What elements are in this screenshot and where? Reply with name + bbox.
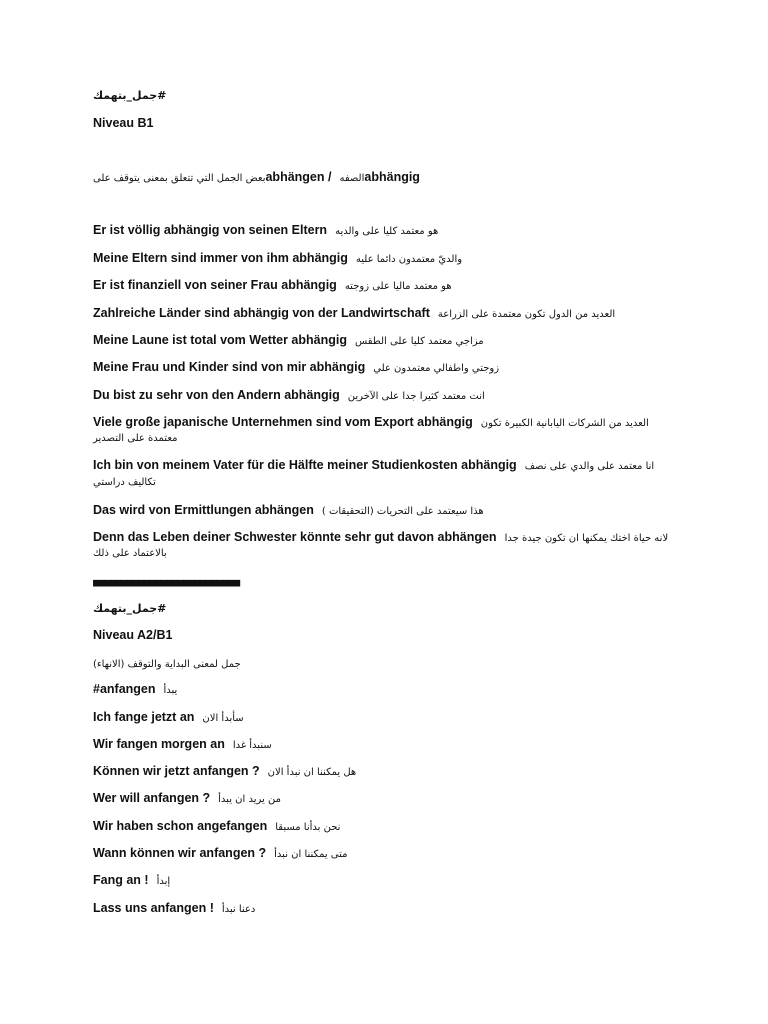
sentence-de: Wir fangen morgen an: [93, 737, 225, 751]
section2-hashtag: #جمل_بتهمك: [93, 602, 167, 615]
sentence-de: Meine Eltern sind immer von ihm abhängig: [93, 251, 348, 265]
sentence-ar: انا معتمد على والدي على نصف: [524, 461, 655, 472]
section1-hashtag: #جمل_بتهمك: [93, 89, 167, 102]
sentence-row: [93, 278, 683, 294]
sentence-row: [93, 503, 683, 519]
sentence-ar: هو معتمد كليا على والديه: [335, 226, 439, 237]
sentence-de: Fang an !: [93, 873, 149, 887]
sentence-row: [93, 333, 683, 349]
sentence-row: [93, 360, 683, 376]
sentence-de: Das wird von Ermittlungen abhängen: [93, 503, 314, 517]
sentence-row: [93, 737, 683, 753]
section2-keyword: [93, 682, 683, 698]
sentence-row: [93, 791, 683, 807]
sentence-ar: انت معتمد كثيرا جدا على الآخرين: [347, 391, 485, 402]
sentence-row: [93, 306, 683, 322]
sentence-de: Meine Frau und Kinder sind von mir abhängig: [93, 360, 366, 374]
sentence-ar: هو معتمد ماليا على زوجته: [344, 281, 452, 292]
sentence-de: Du bist zu sehr von den Andern abhängig: [93, 388, 340, 402]
sentence-ar: مزاجي معتمد كليا على الطقس: [354, 336, 484, 347]
sentence-row: [93, 388, 683, 404]
sentence-de: Lass uns anfangen !: [93, 901, 214, 915]
sentence-row: [93, 873, 683, 889]
sentence-ar: هل يمكننا ان نبدأ الان: [267, 767, 357, 778]
sentence-de: Denn das Leben deiner Schwester könnte sehr gut davon abhängen: [93, 530, 497, 544]
sentence-row: [93, 846, 683, 862]
sentence-ar: إبدأ: [156, 876, 171, 887]
sentence-ar: دعنا نبدأ: [221, 904, 256, 915]
sentence-ar: من يريد ان يبدأ: [218, 794, 281, 805]
sentence-ar: سنبدأ غدا: [232, 740, 272, 751]
section2-subtitle: جمل لمعنى البداية والتوقف (الانهاء): [93, 659, 241, 670]
sentence-ar: سأبدأ الان: [202, 713, 244, 724]
sentence-ar-continued: بالاعتماد على ذلك: [93, 548, 167, 559]
intro-de2: abhängen /: [265, 170, 332, 184]
sentence-row: [93, 223, 683, 239]
sentence-de: Er ist völlig abhängig von seinen Eltern: [93, 223, 328, 237]
section1-intro: [93, 170, 683, 186]
intro-ar2: بعض الجمل التي تتعلق بمعنى يتوقف على: [93, 173, 266, 184]
sentence-de: Wir haben schon angefangen: [93, 819, 268, 833]
sentence-row: [93, 415, 683, 431]
sentence-row: [93, 710, 683, 726]
sentence-ar-continued: معتمدة على التصدير: [93, 433, 178, 444]
sentence-de: Viele große japanische Unternehmen sind vom Export abhängig: [93, 415, 473, 429]
sentence-ar: العديد من الدول تكون معتمدة على الزراعة: [437, 309, 616, 320]
section2-level: Niveau A2/B1: [93, 628, 173, 642]
sentence-ar: زوجتي واطفالي معتمدون علي: [373, 363, 500, 374]
sentence-de: Können wir jetzt anfangen ?: [93, 764, 260, 778]
sentence-row: [93, 901, 683, 917]
sentence-de: Zahlreiche Länder sind abhängig von der Landwirtschaft: [93, 306, 430, 320]
section1-level: Niveau B1: [93, 116, 154, 130]
sentence-row: [93, 819, 683, 835]
sentence-ar: العديد من الشركات اليابانية الكبيرة تكون: [480, 418, 649, 429]
sentence-de: Ich fange jetzt an: [93, 710, 195, 724]
sentence-row: [93, 251, 683, 267]
intro-ar1: الصفه: [339, 173, 365, 184]
sentence-ar: متى يمكننا ان نبدأ: [274, 849, 348, 860]
sentence-ar-continued: تكاليف دراستي: [93, 477, 156, 488]
sentence-row: [93, 458, 683, 474]
sentence-de: Meine Laune ist total vom Wetter abhängig: [93, 333, 347, 347]
intro-de: abhängig: [364, 170, 420, 184]
sentence-ar: لانه حياة اختك يمكنها ان تكون جيدة جدا: [504, 533, 669, 544]
sentence-ar: والديّ معتمدون دائما عليه: [355, 254, 463, 265]
sentence-ar: هذا سيعتمد على التحريات (التحقيقات ): [321, 506, 484, 517]
sentence-row: [93, 530, 683, 546]
section-divider: ■■■■■■■■■■■■■■■■■■■■■■■■■■: [93, 576, 240, 589]
sentence-de: Wann können wir anfangen ?: [93, 846, 267, 860]
keyword-ar: يبدأ: [163, 685, 178, 696]
sentence-de: Wer will anfangen ?: [93, 791, 211, 805]
sentence-row: [93, 764, 683, 780]
sentence-de: Er ist finanziell von seiner Frau abhängig: [93, 278, 337, 292]
sentence-de: Ich bin von meinem Vater für die Hälfte meiner Studienkosten abhängig: [93, 458, 517, 472]
keyword-de: #anfangen: [93, 682, 156, 696]
sentence-ar: نحن بدأنا مسبقا: [275, 822, 341, 833]
